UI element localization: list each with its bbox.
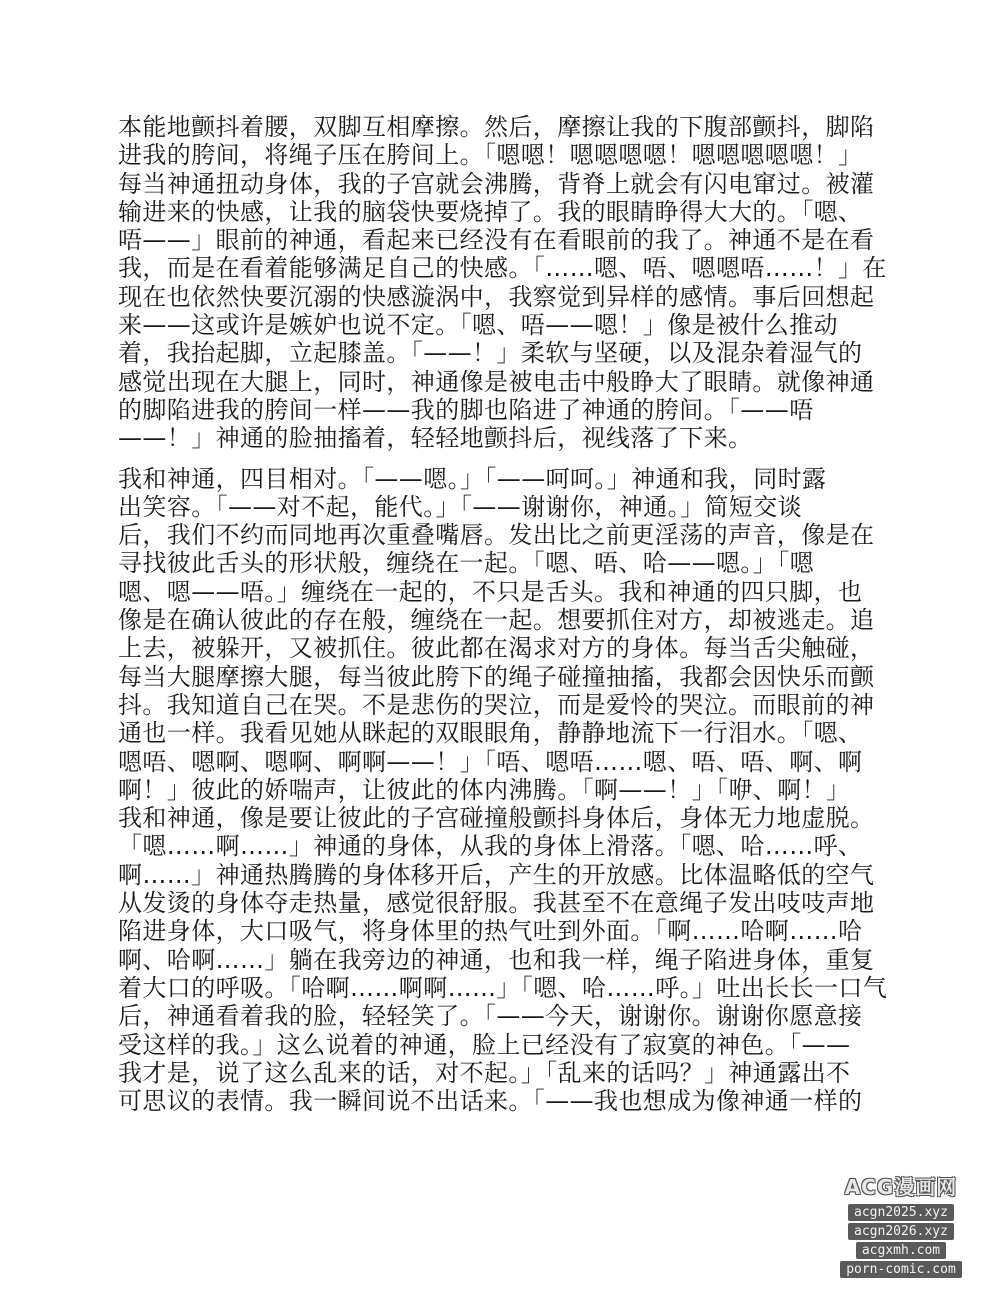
- text-line: 啊！」彼此的娇喘声，让彼此的体内沸腾。「啊——！」「咿、啊！」: [118, 775, 851, 804]
- text-line: 本能地颤抖着腰，双脚互相摩擦。然后，摩擦让我的下腹部颤抖，脚陷: [118, 113, 875, 141]
- text-line: 唔——」眼前的神通，看起来已经没有在看眼前的我了。神通不是在看: [118, 226, 875, 255]
- text-line: ——！」神通的脸抽搐着，轻轻地颤抖后，视线落了下来。: [118, 424, 753, 453]
- text-line: 上去，被躲开，又被抓住。彼此都在渴求对方的身体。每当舌尖触碰，: [118, 634, 875, 663]
- text-line: 陷进身体，大口吸气，将身体里的热气吐到外面。「啊……哈啊……哈: [118, 917, 863, 946]
- text-line: 每当神通扭动身体，我的子宫就会沸腾，背脊上就会有闪电窜过。被灌: [118, 169, 875, 198]
- text-line: 输进来的快感，让我的脑袋快要烧掉了。我的眼睛睁得大大的。「嗯、: [118, 197, 863, 226]
- text-line: 我，而是在看着能够满足自己的快感。「……嗯、唔、嗯嗯唔……！」在: [118, 254, 887, 283]
- text-line: 可思议的表情。我一瞬间说不出话来。「——我也想成为像神通一样的: [118, 1087, 863, 1116]
- text-line: 嗯唔、嗯啊、嗯啊、啊啊——！」「唔、嗯唔……嗯、唔、唔、啊、啊: [118, 747, 863, 776]
- text-line: 现在也依然快要沉溺的快感漩涡中，我察觉到异样的感情。事后回想起: [118, 282, 875, 311]
- text-line: 寻找彼此舌头的形状般，缠绕在一起。「嗯、唔、哈——嗯。」「嗯: [118, 549, 814, 578]
- text-line: 啊、哈啊……」躺在我旁边的神通，也和我一样，绳子陷进身体，重复: [118, 945, 875, 974]
- text-line: 通也一样。我看见她从眯起的双眼眼角，静静地流下一行泪水。「嗯、: [118, 719, 863, 748]
- text-line: 我才是，说了这么乱来的话，对不起。」「乱来的话吗？」神通露出不: [118, 1058, 851, 1087]
- text-line: 后，我们不约而同地再次重叠嘴唇。发出比之前更淫荡的声音，像是在: [118, 521, 875, 550]
- paragraph-2: [118, 465, 888, 1116]
- text-line: 我和神通，四目相对。「——嗯。」「——呵呵。」神通和我，同时露: [118, 464, 827, 493]
- text-line: 「嗯……啊……」神通的身体，从我的身体上滑落。「嗯、哈……呼、: [118, 832, 863, 861]
- watermark-logo: ACG漫画网: [844, 1175, 958, 1199]
- text-line: 啊……」神通热腾腾的身体移开后，产生的开放感。比体温略低的空气: [118, 860, 875, 889]
- watermark-url: acgn2026.xyz: [848, 1223, 954, 1240]
- watermark-url: acgn2025.xyz: [848, 1204, 954, 1221]
- text-line: 像是在确认彼此的存在般，缠绕在一起。想要抓住对方，却被逃走。追: [118, 606, 875, 635]
- text-line: 受这样的我。」这么说着的神通，脸上已经没有了寂寞的神色。「——: [118, 1030, 851, 1059]
- text-line: 从发烫的身体夺走热量，感觉很舒服。我甚至不在意绳子发出吱吱声地: [118, 889, 875, 918]
- text-line: 抖。我知道自己在哭。不是悲伤的哭泣，而是爱怜的哭泣。而眼前的神: [118, 690, 875, 719]
- text-line: 我和神通，像是要让彼此的子宫碰撞般颤抖身体后，身体无力地虚脱。: [118, 804, 875, 833]
- watermark-url: acgxmh.com: [856, 1242, 946, 1259]
- watermark-url: porn-comic.com: [840, 1261, 962, 1278]
- text-line: 着大口的呼吸。「哈啊……啊啊……」「嗯、哈……呼。」吐出长长一口气: [118, 973, 888, 1002]
- text-line: 后，神通看着我的脸，轻轻笑了。「——今天，谢谢你。谢谢你愿意接: [118, 1002, 863, 1031]
- text-line: 着，我抬起脚，立起膝盖。「——！」柔软与坚硬，以及混杂着湿气的: [118, 339, 863, 368]
- text-line: 的脚陷进我的胯间一样——我的脚也陷进了神通的胯间。「——唔: [118, 395, 814, 424]
- site-watermark: [832, 1171, 970, 1278]
- text-line: 感觉出现在大腿上，同时，神通像是被电击中般睁大了眼睛。就像神通: [118, 367, 875, 396]
- text-line: 进我的胯间，将绳子压在胯间上。「嗯嗯！嗯嗯嗯嗯！嗯嗯嗯嗯嗯！」: [118, 141, 863, 170]
- text-line: 每当大腿摩擦大腿，每当彼此胯下的绳子碰撞抽搐，我都会因快乐而颤: [118, 662, 875, 691]
- text-line: 出笑容。「——对不起，能代。」「——谢谢你，神通。」简短交谈: [118, 492, 802, 521]
- text-line: 嗯、嗯——唔。」缠绕在一起的，不只是舌头。我和神通的四只脚，也: [118, 577, 863, 606]
- document-body: [118, 113, 888, 1115]
- text-line: 来——这或许是嫉妒也说不定。「嗯、唔——嗯！」像是被什么推动: [118, 311, 838, 340]
- paragraph-1: [118, 113, 888, 453]
